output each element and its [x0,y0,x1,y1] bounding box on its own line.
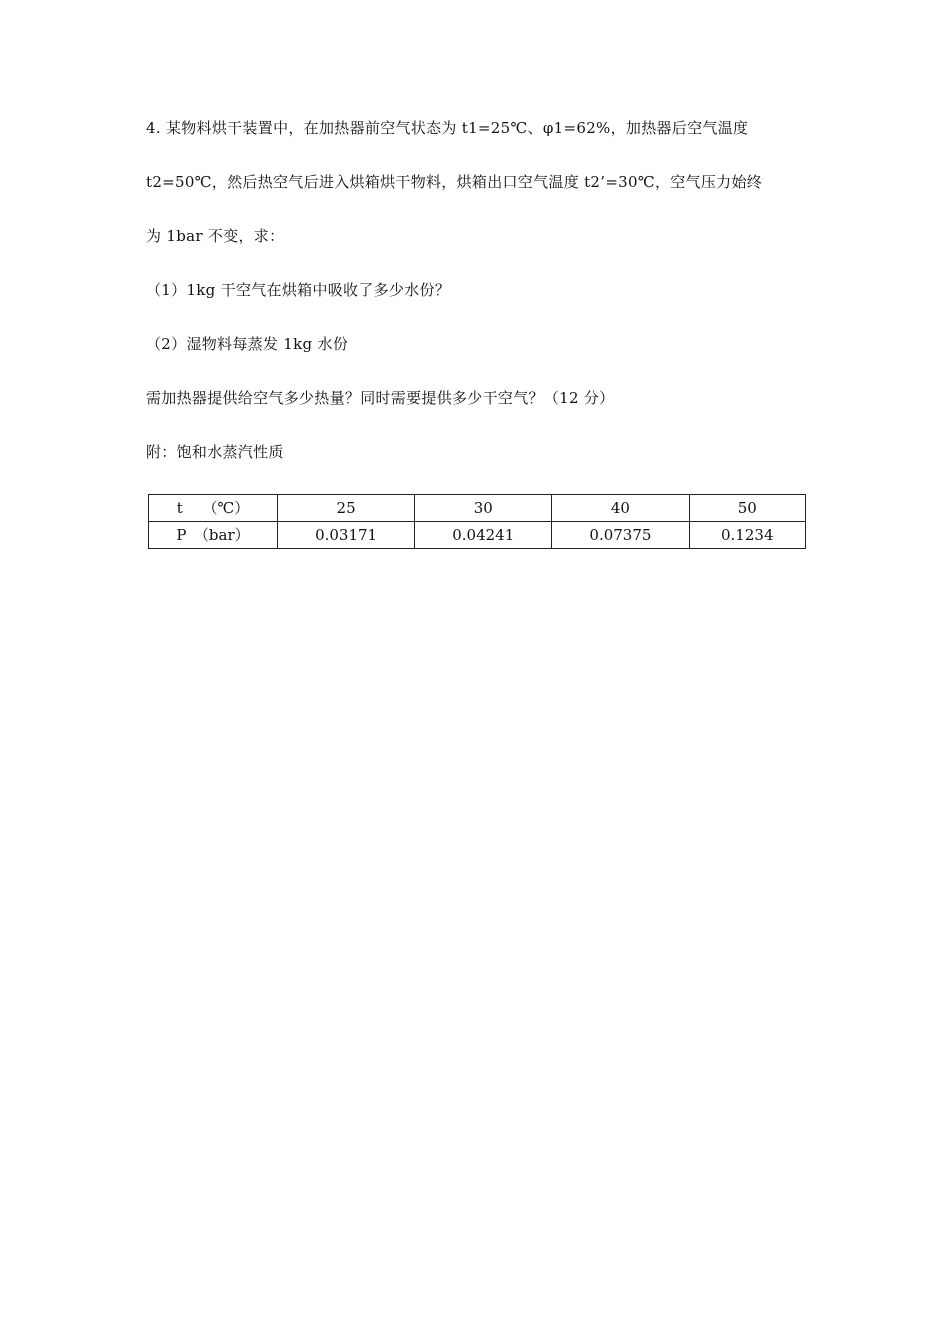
table-header-pressure: P （bar） [149,522,278,549]
appendix-title: 附：饱和水蒸汽性质 [146,443,284,461]
question-part-2-continued: 需加热器提供给空气多少热量？同时需要提供多少干空气？（12 分） [146,389,615,407]
table-cell: 30 [415,495,552,522]
question-line-1: 4. 某物料烘干装置中，在加热器前空气状态为 t1=25℃、φ1=62%，加热器后空气温度 [146,119,749,137]
table-row [149,495,806,522]
table-cell: 0.07375 [552,522,689,549]
question-line-2: t2=50℃，然后热空气后进入烘箱烘干物料，烘箱出口空气温度 t2’=30℃，空气压力始终 [146,173,763,191]
table-cell: 40 [552,495,689,522]
table-cell: 0.03171 [278,522,415,549]
table-cell: 25 [278,495,415,522]
saturated-steam-table [148,494,806,549]
table-header-temperature: t （℃） [149,495,278,522]
table-cell: 0.1234 [689,522,805,549]
table-row [149,522,806,549]
question-part-2: （2）湿物料每蒸发 1kg 水份 [146,335,349,353]
table-cell: 50 [689,495,805,522]
question-part-1: （1）1kg 干空气在烘箱中吸收了多少水份？ [146,281,451,299]
question-line-3: 为 1bar 不变，求： [146,227,285,245]
table-cell: 0.04241 [415,522,552,549]
